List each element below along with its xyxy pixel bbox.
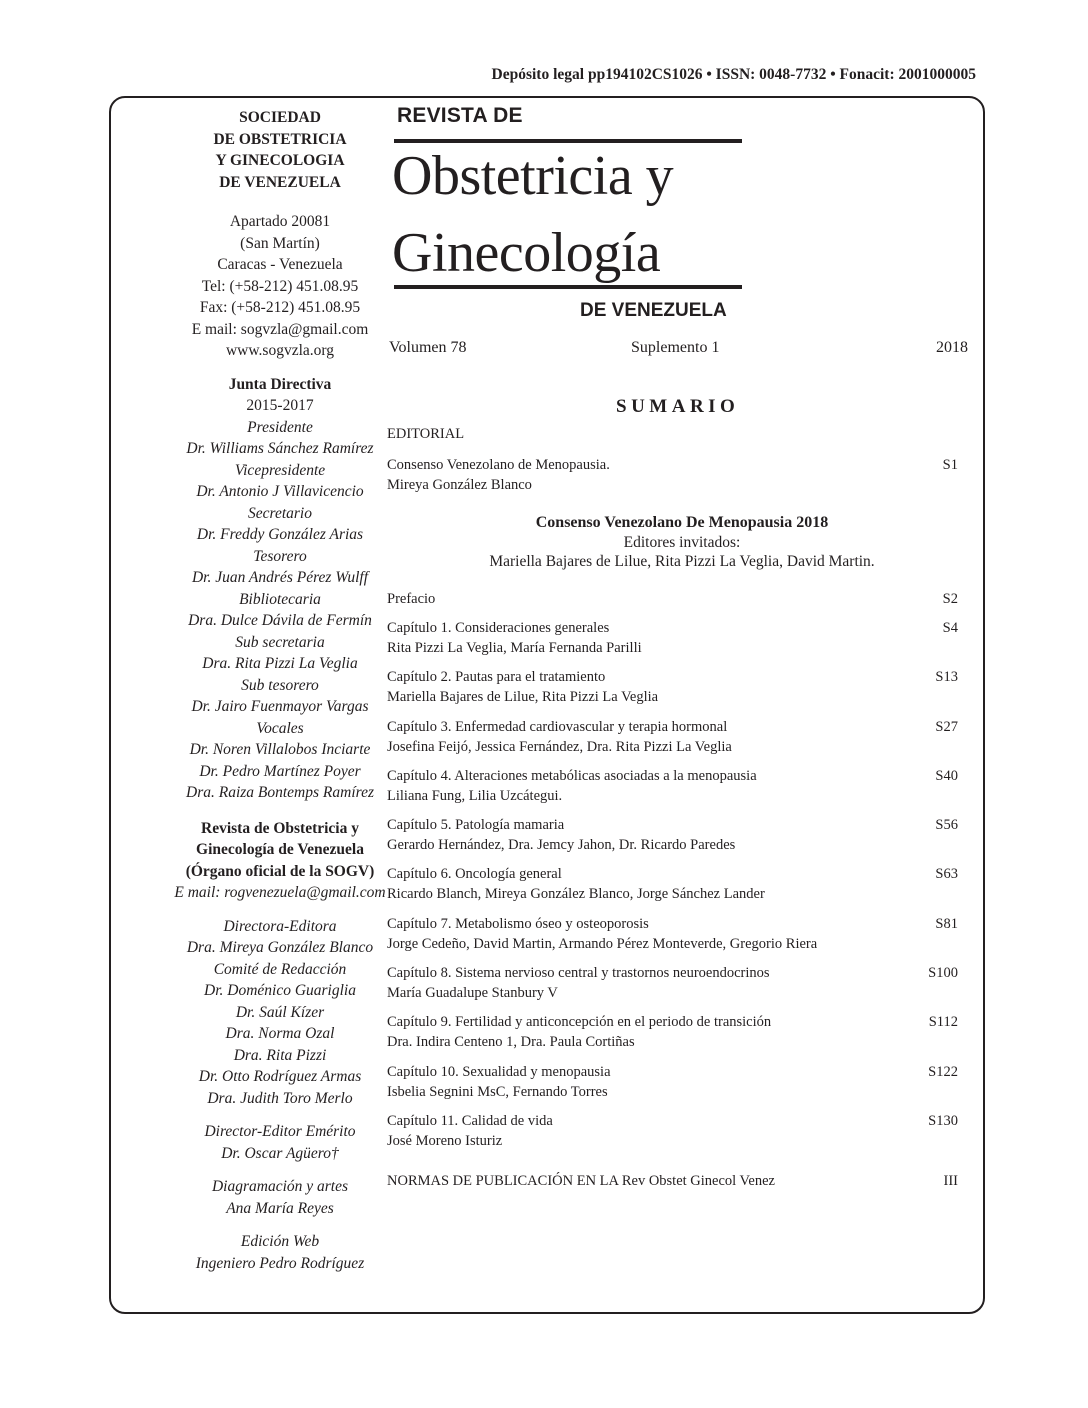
staff-line: Edición Web	[240, 1233, 320, 1250]
email-line: E mail: sogvzla@gmail.com	[191, 320, 369, 338]
toc-entry-page: S130	[928, 1112, 958, 1129]
masthead-title-line2: Ginecología	[392, 222, 661, 284]
junta-member: Dra. Rita Pizzi La Veglia	[202, 655, 358, 672]
junta-role: Secretario	[248, 504, 312, 522]
toc-entry-title: Capítulo 8. Sistema nervioso central y trastornos neuroendocrinos	[387, 965, 770, 982]
toc-entry-title: Capítulo 5. Patología mamaria	[387, 817, 565, 834]
staff-line: Director-Editor Emérito	[204, 1123, 356, 1140]
toc-entry-chapter[interactable]	[387, 1111, 967, 1151]
staff-line: Ana María Reyes	[226, 1199, 334, 1217]
revista-line: Ginecología de Venezuela	[196, 841, 364, 858]
toc-entry-editorial[interactable]	[387, 455, 967, 495]
junta-role: Bibliotecaria	[239, 590, 321, 608]
toc-entry-chapter[interactable]	[387, 1062, 967, 1102]
toc-entry-authors: Gerardo Hernández, Dra. Jemcy Jahon, Dr. Ricardo Paredes	[387, 837, 736, 854]
toc-entry-page: S81	[935, 915, 958, 932]
toc-entry-chapter[interactable]	[387, 717, 967, 757]
toc-entry-page: S112	[928, 1014, 958, 1031]
toc-entry-page: S4	[942, 620, 958, 636]
staff-line: Dr. Otto Rodríguez Armas	[198, 1068, 362, 1085]
masthead-de-venezuela: DE VENEZUELA	[580, 300, 727, 321]
consenso-title: Consenso Venezolano De Menopausia 2018	[535, 514, 829, 531]
staff-line: Comité de Redacción	[213, 960, 347, 978]
toc-entry-authors: José Moreno Isturiz	[387, 1132, 503, 1149]
junta-member: Dr. Noren Villalobos Inciarte	[189, 741, 371, 758]
toc-entry-page: S2	[942, 591, 958, 607]
junta-role: Sub tesorero	[241, 676, 319, 694]
toc-entry-authors: Liliana Fung, Lilia Uzcátegui.	[387, 787, 563, 804]
toc-entry-page: S27	[935, 718, 958, 735]
society-name-line: Y GINECOLOGIA	[215, 152, 345, 169]
table-of-contents	[387, 424, 967, 1191]
phone-line: Tel: (+58-212) 451.08.95	[201, 277, 359, 295]
toc-entry-normas[interactable]	[387, 1171, 967, 1191]
consenso-block	[387, 513, 967, 571]
toc-entry-title: Consenso Venezolano de Menopausia.	[387, 457, 610, 473]
junta-role: Presidente	[247, 418, 313, 436]
toc-entry-title: Capítulo 6. Oncología general	[387, 866, 562, 883]
staff-line: Directora-Editora	[223, 917, 337, 935]
toc-entry-authors: Mireya González Blanco	[387, 477, 532, 493]
toc-entry-authors: Mariella Bajares de Lilue, Rita Pizzi La Veglia	[387, 689, 659, 706]
toc-entry-page: III	[943, 1172, 958, 1189]
toc-entry-chapter[interactable]	[387, 864, 967, 904]
volume-number: Volumen 78	[389, 339, 467, 356]
revista-email: E mail: rogvenezuela@gmail.com	[174, 884, 386, 901]
toc-entry-authors: Josefina Feijó, Jessica Fernández, Dra. Rita Pizzi La Veglia	[387, 738, 732, 755]
consenso-editors-label: Editores invitados:	[623, 534, 741, 551]
junta-member: Dr. Antonio J Villavicencio	[196, 483, 364, 500]
junta-member: Dr. Juan Andrés Pérez Wulff	[191, 569, 369, 586]
junta-role: Tesorero	[253, 547, 307, 565]
junta-member: Dr. Jairo Fuenmayor Vargas	[191, 698, 369, 715]
toc-entry-title: Capítulo 1. Consideraciones generales	[387, 620, 610, 636]
toc-entry-title: Capítulo 7. Metabolismo óseo y osteoporosis	[387, 915, 649, 932]
junta-role: Sub secretaria	[235, 633, 325, 651]
revista-line: (Órgano oficial de la SOGV)	[185, 862, 375, 880]
junta-role: Vocales	[256, 719, 304, 737]
society-name-line: DE VENEZUELA	[219, 173, 341, 191]
toc-entry-title: Capítulo 9. Fertilidad y anticoncepción en el periodo de transición	[387, 1014, 772, 1031]
staff-line: Dra. Norma Ozal	[225, 1025, 335, 1042]
toc-entry-title: Capítulo 3. Enfermedad cardiovascular y terapia hormonal	[387, 718, 728, 735]
toc-entry-page: S13	[935, 669, 958, 686]
address-line: Caracas - Venezuela	[217, 256, 343, 273]
staff-line: Dr. Doménico Guariglia	[204, 982, 356, 999]
toc-entry-title: Capítulo 11. Calidad de vida	[387, 1112, 553, 1129]
junta-member: Dra. Dulce Dávila de Fermín	[188, 612, 372, 629]
toc-entry-page: S1	[942, 457, 958, 473]
revista-line: Revista de Obstetricia y	[201, 819, 359, 837]
staff-line: Dra. Rita Pizzi	[233, 1046, 327, 1064]
toc-entry-page: S122	[928, 1063, 958, 1080]
address-line: (San Martín)	[240, 234, 320, 252]
staff-line: Dra. Mireya González Blanco	[186, 939, 374, 956]
toc-entry-authors: Jorge Cedeño, David Martin, Armando Pérez Monteverde, Gregorio Riera	[387, 935, 818, 952]
toc-entry-page: S100	[928, 965, 958, 982]
staff-line: Ingeniero Pedro Rodríguez	[195, 1254, 365, 1272]
website-line: www.sogvzla.org	[225, 342, 335, 359]
society-name-line: DE OBSTETRICIA	[213, 130, 347, 148]
junta-member: Dr. Pedro Martínez Poyer	[199, 762, 361, 780]
legal-deposit-line: Depósito legal pp194102CS1026 • ISSN: 0048-7732 • Fonacit: 2001000005	[491, 66, 976, 83]
staff-line: Dra. Judith Toro Merlo	[207, 1089, 353, 1107]
supplement-number: Suplemento 1	[631, 339, 720, 356]
toc-entry-title: Capítulo 4. Alteraciones metabólicas asociadas a la menopausia	[387, 767, 757, 784]
toc-entry-authors: Dra. Indira Centeno 1, Dra. Paula Cortiñas	[387, 1034, 635, 1051]
toc-entry-authors: Rita Pizzi La Veglia, María Fernanda Parilli	[387, 640, 642, 656]
toc-entry-chapter[interactable]	[387, 815, 967, 855]
toc-entry-chapter[interactable]	[387, 766, 967, 806]
consenso-editors: Mariella Bajares de Lilue, Rita Pizzi La Veglia, David Martin.	[489, 553, 875, 570]
toc-entry-title: NORMAS DE PUBLICACIÓN EN LA Rev Obstet Ginecol Venez	[387, 1172, 775, 1189]
toc-entry-chapter[interactable]	[387, 1012, 967, 1052]
chapter-list	[387, 618, 967, 1151]
toc-entry-authors: María Guadalupe Stanbury V	[387, 985, 558, 1002]
toc-entry-chapter[interactable]	[387, 963, 967, 1003]
staff-line: Diagramación y artes	[211, 1178, 349, 1195]
junta-role: Vicepresidente	[234, 461, 326, 479]
address-line: Apartado 20081	[229, 213, 331, 230]
volume-year: 2018	[936, 339, 968, 356]
staff-line: Dr. Oscar Agüero†	[221, 1144, 339, 1162]
junta-period: 2015-2017	[246, 397, 314, 414]
toc-entry-authors: Ricardo Blanch, Mireya González Blanco, Jorge Sánchez Lander	[387, 886, 765, 903]
fax-line: Fax: (+58-212) 451.08.95	[199, 299, 361, 316]
masthead-rule-bottom	[394, 285, 742, 289]
toc-entry-page: S40	[935, 767, 958, 784]
toc-entry-authors: Isbelia Segnini MsC, Fernando Torres	[387, 1083, 608, 1100]
society-name-line: SOCIEDAD	[239, 109, 321, 126]
junta-member: Dr. Freddy González Arias	[196, 526, 364, 543]
web-block	[112, 1231, 448, 1274]
toc-entry-title: Capítulo 2. Pautas para el tratamiento	[387, 669, 606, 686]
toc-entry-prefacio[interactable]	[387, 589, 967, 609]
toc-entry-page: S63	[935, 866, 958, 883]
masthead-title-line1: Obstetricia y	[392, 145, 674, 207]
sumario-heading: SUMARIO	[616, 396, 740, 417]
toc-entry-chapter[interactable]	[387, 618, 967, 658]
masthead-revista-de: REVISTA DE	[397, 104, 523, 127]
toc-entry-chapter[interactable]	[387, 667, 967, 707]
junta-member: Dr. Williams Sánchez Ramírez	[186, 440, 374, 457]
toc-entry-title: Capítulo 10. Sexualidad y menopausia	[387, 1063, 611, 1080]
toc-entry-page: S56	[935, 817, 958, 834]
toc-entry-title: Prefacio	[387, 591, 436, 607]
staff-line: Dr. Saúl Kízer	[235, 1003, 325, 1021]
toc-entry-chapter[interactable]	[387, 914, 967, 954]
junta-title: Junta Directiva	[228, 375, 332, 393]
editorial-heading: EDITORIAL	[387, 426, 465, 442]
junta-member: Dra. Raiza Bontemps Ramírez	[186, 784, 374, 801]
